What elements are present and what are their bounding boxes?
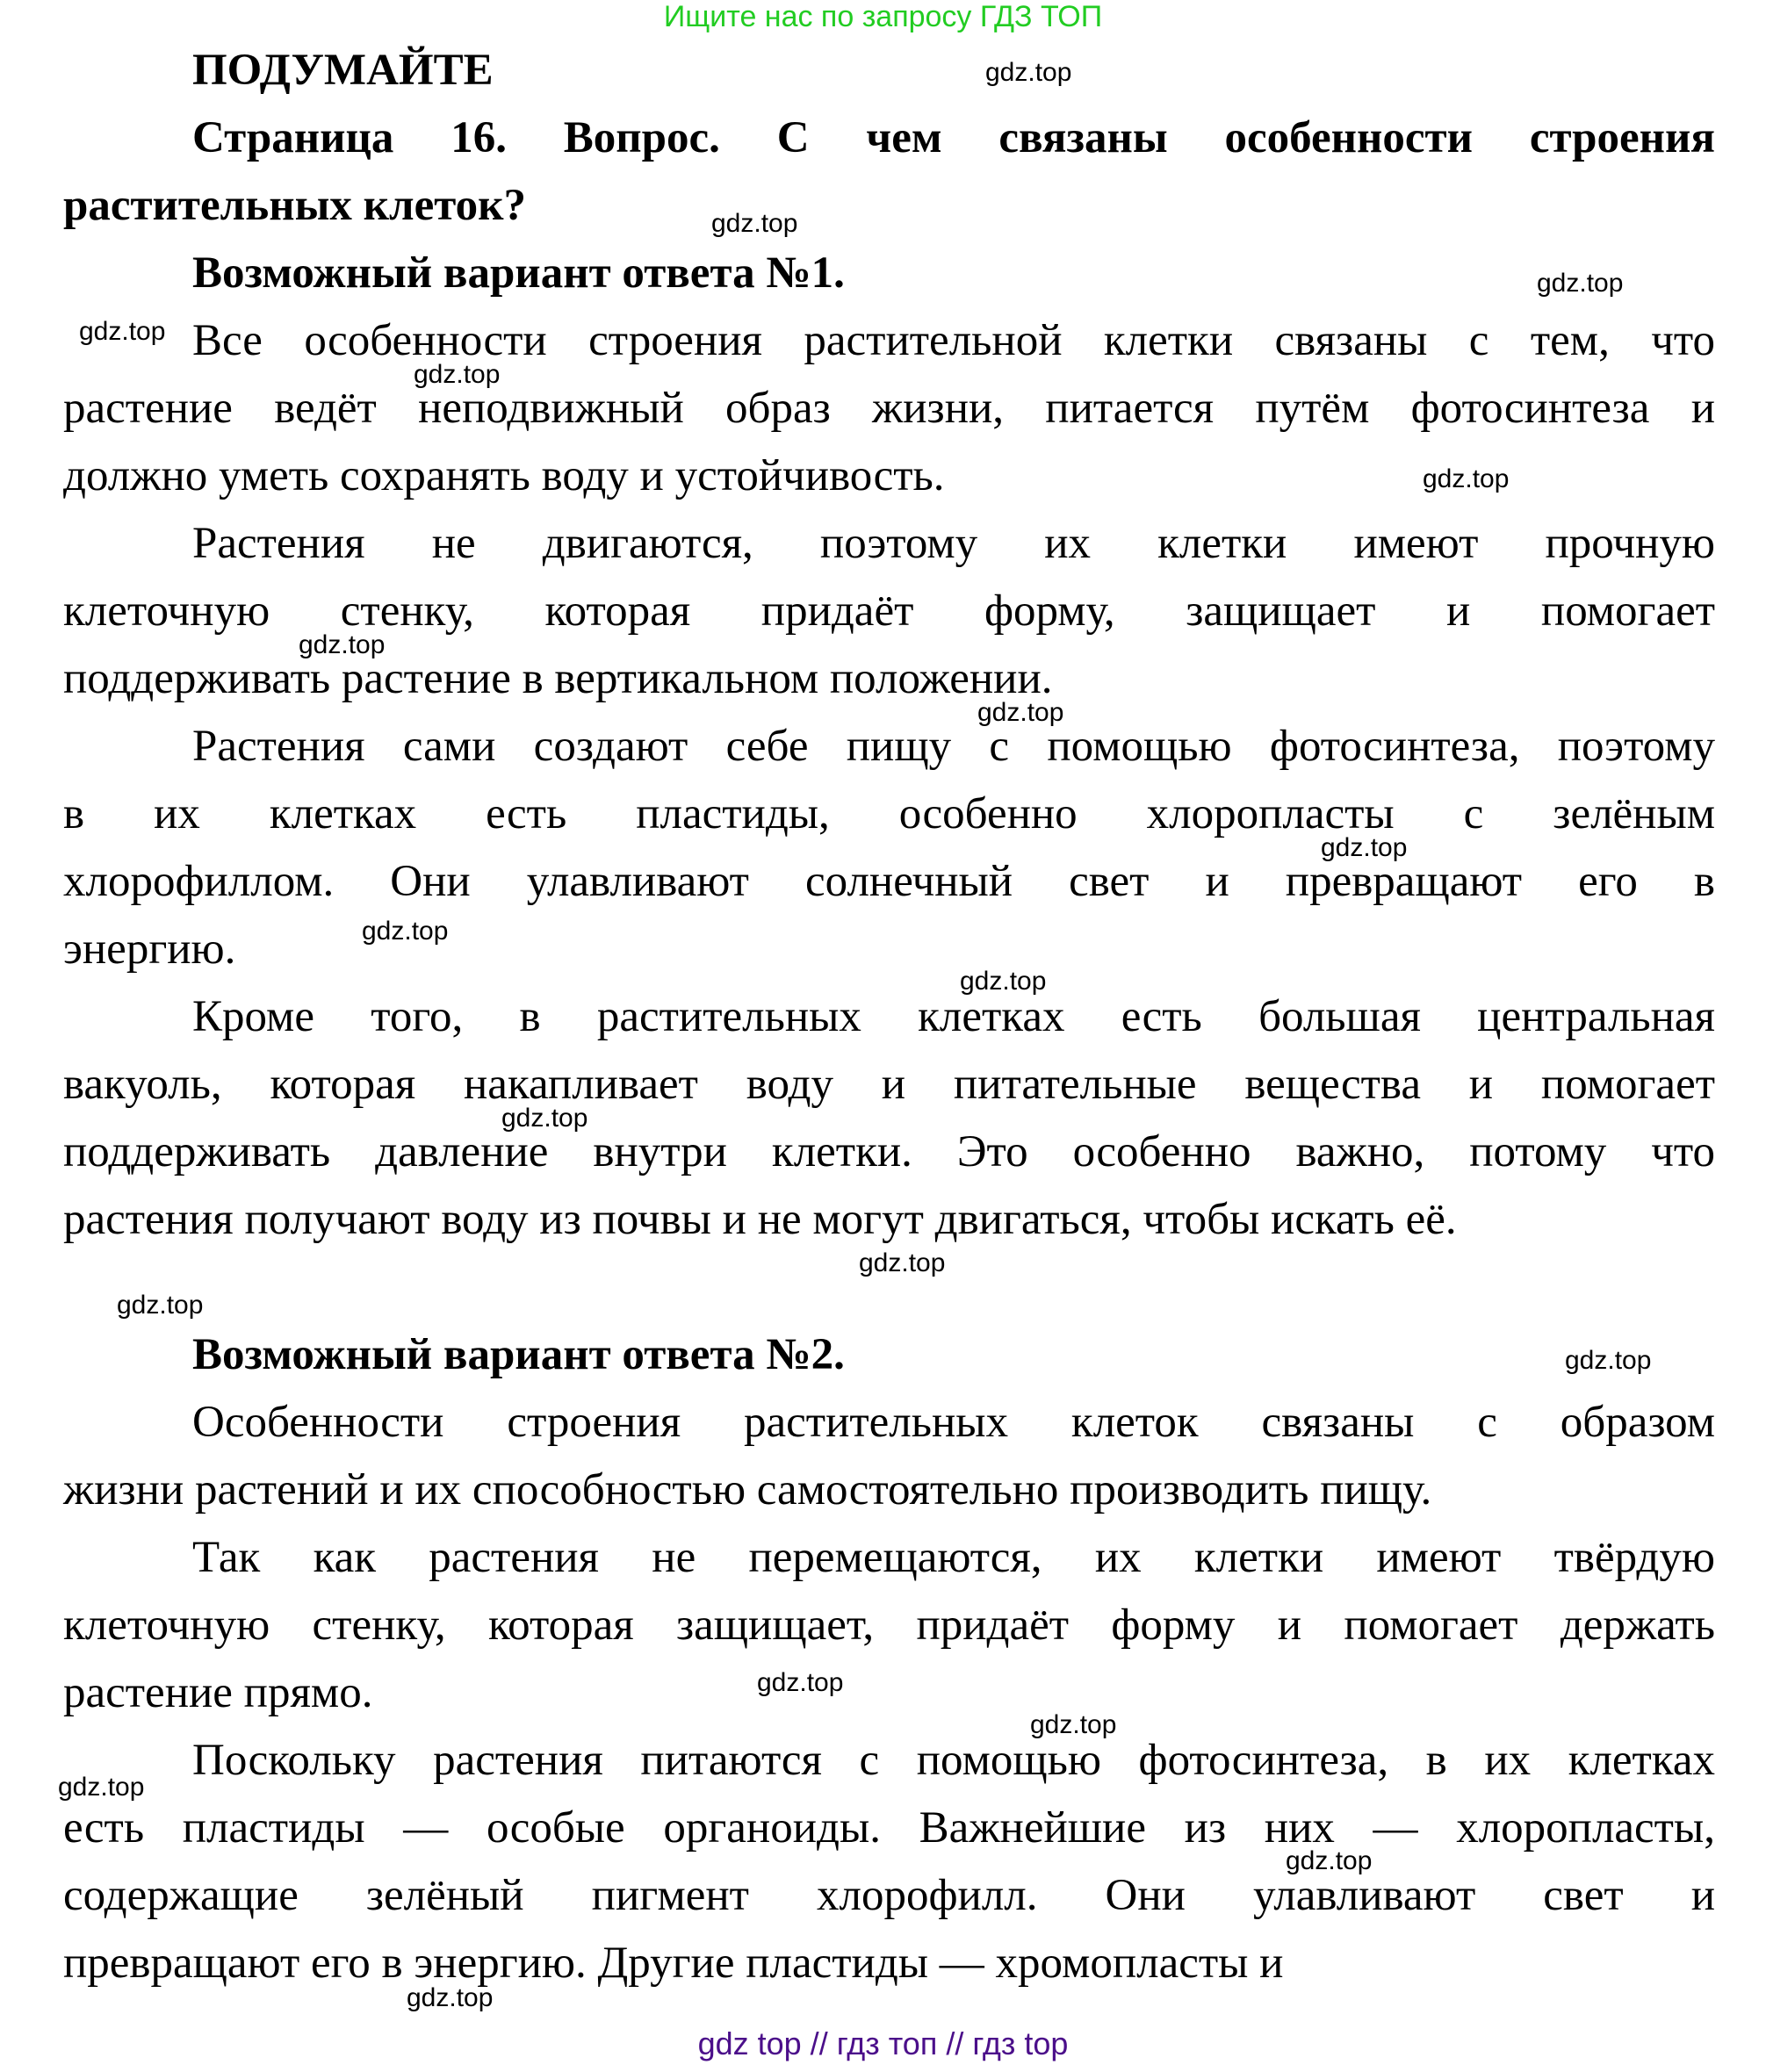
watermark-text: gdz.top	[1565, 1346, 1652, 1375]
watermark-text: gdz.top	[407, 1983, 494, 2012]
paragraph-line: растение ведёт неподвижный образ жизни, питается путём фотосинтеза и	[63, 384, 1715, 433]
paragraph-line: растения получают воду из почвы и не могут двигаться, чтобы искать её.	[63, 1195, 1457, 1244]
paragraph-line: есть пластиды — особые органоиды. Важнейшие из них — хлоропласты,	[63, 1803, 1715, 1853]
watermark-text: gdz.top	[1286, 1846, 1373, 1875]
paragraph-line: Растения не двигаются, поэтому их клетки имеют прочную	[192, 519, 1715, 568]
watermark-text: gdz.top	[985, 58, 1072, 87]
paragraph-line: Особенности строения растительных клеток связаны с образом	[192, 1398, 1715, 1447]
bottom-banner: gdz top // гдз топ // гдз top	[697, 2025, 1069, 2061]
paragraph-line: содержащие зелёный пигмент хлорофилл. Они улавливают свет и	[63, 1871, 1715, 1920]
watermark-text: gdz.top	[1030, 1710, 1117, 1739]
watermark-text: gdz.top	[362, 917, 449, 946]
answer-heading: Возможный вариант ответа №2.	[192, 1330, 845, 1379]
watermark-text: gdz.top	[117, 1291, 204, 1320]
watermark-text: gdz.top	[79, 317, 166, 346]
watermark-text: gdz.top	[1537, 269, 1624, 298]
watermark-text: gdz.top	[414, 360, 501, 389]
watermark-text: gdz.top	[960, 967, 1047, 996]
paragraph-line: в их клетках есть пластиды, особенно хлоропласты с зелёным	[63, 789, 1715, 838]
paragraph-line: растение прямо.	[63, 1668, 373, 1717]
top-banner: Ищите нас по запросу ГДЗ ТОП	[663, 0, 1103, 33]
watermark-text: gdz.top	[299, 630, 386, 659]
paragraph-line: превращают его в энергию. Другие пластиды — хромопласты и	[63, 1939, 1284, 1988]
paragraph-line: хлорофиллом. Они улавливают солнечный свет и превращают его в	[63, 857, 1715, 906]
answer-heading: Возможный вариант ответа №1.	[192, 248, 845, 298]
paragraph-line: Растения сами создают себе пищу с помощью фотосинтеза, поэтому	[192, 722, 1715, 771]
paragraph-line: клеточную стенку, которая придаёт форму, защищает и помогает	[63, 586, 1715, 636]
paragraph-line: жизни растений и их способностью самостоятельно производить пищу.	[63, 1465, 1432, 1514]
question-line: растительных клеток?	[63, 181, 527, 230]
page-title: ПОДУМАЙТЕ	[192, 46, 494, 95]
watermark-text: gdz.top	[977, 698, 1064, 727]
paragraph-line: Кроме того, в растительных клетках есть большая центральная	[192, 992, 1715, 1041]
watermark-text: gdz.top	[1423, 464, 1510, 493]
paragraph-line: поддерживать растение в вертикальном положении.	[63, 654, 1053, 703]
paragraph-line: энергию.	[63, 924, 236, 974]
watermark-text: gdz.top	[757, 1668, 844, 1697]
watermark-text: gdz.top	[1321, 833, 1408, 862]
paragraph-line: вакуоль, которая накапливает воду и питательные вещества и помогает	[63, 1060, 1715, 1109]
watermark-text: gdz.top	[58, 1773, 145, 1802]
paragraph-line: клеточную стенку, которая защищает, придаёт форму и помогает держать	[63, 1601, 1715, 1650]
paragraph-line: Поскольку растения питаются с помощью фотосинтеза, в их клетках	[192, 1736, 1715, 1785]
paragraph-line: поддерживать давление внутри клетки. Это особенно важно, потому что	[63, 1127, 1715, 1176]
question-line: Страница 16. Вопрос. С чем связаны особенности строения	[192, 113, 1715, 162]
paragraph-line: Все особенности строения растительной клетки связаны с тем, что	[192, 316, 1715, 365]
watermark-text: gdz.top	[859, 1248, 946, 1277]
watermark-text: gdz.top	[501, 1104, 588, 1133]
paragraph-line: должно уметь сохранять воду и устойчивость.	[63, 451, 945, 500]
paragraph-line: Так как растения не перемещаются, их клетки имеют твёрдую	[192, 1533, 1715, 1582]
watermark-text: gdz.top	[711, 209, 798, 238]
